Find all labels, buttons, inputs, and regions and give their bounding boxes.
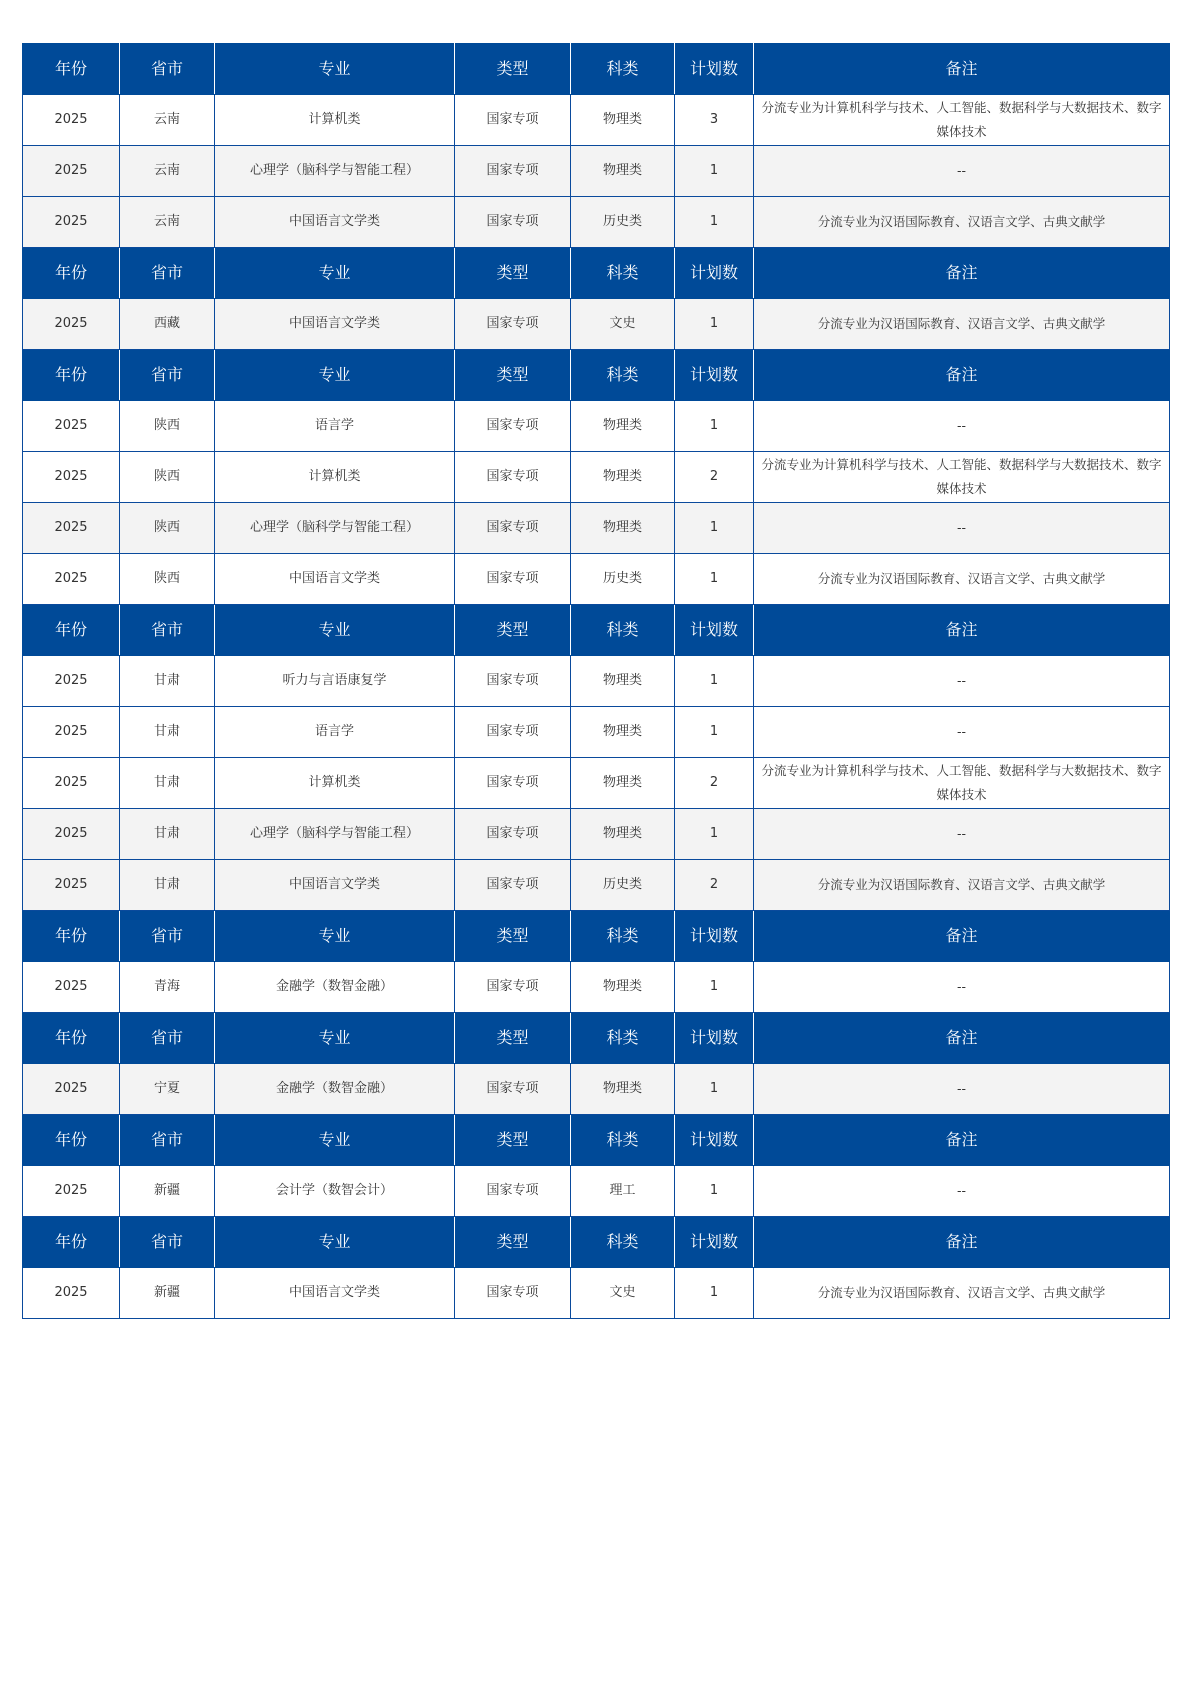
cell-province: 云南 — [120, 197, 215, 248]
cell-category: 物理类 — [571, 809, 675, 860]
cell-note: -- — [754, 1166, 1170, 1217]
cell-plan: 1 — [675, 1268, 754, 1319]
cell-type: 国家专项 — [455, 503, 571, 554]
table-row — [23, 1268, 1170, 1319]
header-type: 类型 — [455, 1217, 571, 1268]
table-row — [23, 503, 1170, 554]
cell-year: 2025 — [23, 758, 120, 809]
cell-year: 2025 — [23, 1166, 120, 1217]
cell-major: 中国语言文学类 — [215, 1268, 455, 1319]
cell-year: 2025 — [23, 452, 120, 503]
cell-major: 语言学 — [215, 401, 455, 452]
table-row — [23, 401, 1170, 452]
cell-plan: 1 — [675, 401, 754, 452]
header-note: 备注 — [754, 1217, 1170, 1268]
cell-province: 陕西 — [120, 401, 215, 452]
cell-plan: 3 — [675, 95, 754, 146]
cell-type: 国家专项 — [455, 758, 571, 809]
cell-year: 2025 — [23, 962, 120, 1013]
header-row — [23, 248, 1170, 299]
header-plan: 计划数 — [675, 1013, 754, 1064]
header-plan: 计划数 — [675, 605, 754, 656]
header-major: 专业 — [215, 1217, 455, 1268]
cell-category: 理工 — [571, 1166, 675, 1217]
header-major: 专业 — [215, 248, 455, 299]
header-type: 类型 — [455, 911, 571, 962]
cell-plan: 1 — [675, 656, 754, 707]
header-category: 科类 — [571, 605, 675, 656]
cell-year: 2025 — [23, 401, 120, 452]
cell-year: 2025 — [23, 554, 120, 605]
cell-year: 2025 — [23, 146, 120, 197]
table-row — [23, 554, 1170, 605]
header-type: 类型 — [455, 350, 571, 401]
header-province: 省市 — [120, 1013, 215, 1064]
cell-category: 物理类 — [571, 1064, 675, 1115]
header-province: 省市 — [120, 605, 215, 656]
cell-plan: 1 — [675, 146, 754, 197]
cell-category: 物理类 — [571, 707, 675, 758]
cell-note: -- — [754, 146, 1170, 197]
header-major: 专业 — [215, 350, 455, 401]
cell-plan: 1 — [675, 299, 754, 350]
table-row — [23, 146, 1170, 197]
cell-major: 听力与言语康复学 — [215, 656, 455, 707]
header-province: 省市 — [120, 1115, 215, 1166]
cell-plan: 1 — [675, 554, 754, 605]
cell-note: 分流专业为汉语国际教育、汉语言文学、古典文献学 — [754, 197, 1170, 248]
cell-year: 2025 — [23, 1268, 120, 1319]
table-row — [23, 452, 1170, 503]
cell-note: 分流专业为汉语国际教育、汉语言文学、古典文献学 — [754, 1268, 1170, 1319]
header-year: 年份 — [23, 350, 120, 401]
cell-major: 心理学（脑科学与智能工程） — [215, 146, 455, 197]
header-type: 类型 — [455, 1115, 571, 1166]
header-note: 备注 — [754, 1115, 1170, 1166]
header-province: 省市 — [120, 1217, 215, 1268]
cell-category: 物理类 — [571, 95, 675, 146]
cell-type: 国家专项 — [455, 962, 571, 1013]
table-row — [23, 860, 1170, 911]
cell-year: 2025 — [23, 809, 120, 860]
cell-category: 历史类 — [571, 554, 675, 605]
header-year: 年份 — [23, 1115, 120, 1166]
cell-category: 历史类 — [571, 860, 675, 911]
header-category: 科类 — [571, 1217, 675, 1268]
cell-plan: 2 — [675, 860, 754, 911]
table-row — [23, 809, 1170, 860]
header-row — [23, 1013, 1170, 1064]
cell-note: -- — [754, 656, 1170, 707]
cell-plan: 1 — [675, 1064, 754, 1115]
cell-major: 计算机类 — [215, 452, 455, 503]
header-category: 科类 — [571, 350, 675, 401]
cell-province: 甘肃 — [120, 656, 215, 707]
table-row — [23, 299, 1170, 350]
cell-type: 国家专项 — [455, 809, 571, 860]
header-year: 年份 — [23, 1217, 120, 1268]
table-row — [23, 707, 1170, 758]
header-year: 年份 — [23, 44, 120, 95]
cell-year: 2025 — [23, 656, 120, 707]
header-category: 科类 — [571, 44, 675, 95]
cell-plan: 1 — [675, 197, 754, 248]
cell-province: 青海 — [120, 962, 215, 1013]
cell-province: 宁夏 — [120, 1064, 215, 1115]
cell-province: 陕西 — [120, 554, 215, 605]
cell-note: -- — [754, 707, 1170, 758]
table-row — [23, 962, 1170, 1013]
cell-type: 国家专项 — [455, 401, 571, 452]
cell-note: 分流专业为计算机科学与技术、人工智能、数据科学与大数据技术、数字媒体技术 — [754, 758, 1170, 809]
cell-type: 国家专项 — [455, 860, 571, 911]
cell-type: 国家专项 — [455, 1064, 571, 1115]
header-category: 科类 — [571, 911, 675, 962]
table-row — [23, 197, 1170, 248]
cell-type: 国家专项 — [455, 1166, 571, 1217]
header-note: 备注 — [754, 44, 1170, 95]
cell-type: 国家专项 — [455, 1268, 571, 1319]
header-province: 省市 — [120, 248, 215, 299]
table-row — [23, 95, 1170, 146]
cell-note: -- — [754, 1064, 1170, 1115]
cell-province: 甘肃 — [120, 758, 215, 809]
cell-plan: 1 — [675, 1166, 754, 1217]
header-plan: 计划数 — [675, 911, 754, 962]
header-year: 年份 — [23, 1013, 120, 1064]
cell-major: 会计学（数智会计） — [215, 1166, 455, 1217]
cell-type: 国家专项 — [455, 146, 571, 197]
cell-note: -- — [754, 809, 1170, 860]
cell-type: 国家专项 — [455, 554, 571, 605]
header-note: 备注 — [754, 1013, 1170, 1064]
header-row — [23, 1217, 1170, 1268]
enrollment-plan-table — [22, 43, 1170, 1319]
header-major: 专业 — [215, 1013, 455, 1064]
cell-type: 国家专项 — [455, 299, 571, 350]
cell-category: 文史 — [571, 1268, 675, 1319]
header-plan: 计划数 — [675, 44, 754, 95]
cell-province: 西藏 — [120, 299, 215, 350]
cell-note: -- — [754, 962, 1170, 1013]
cell-category: 文史 — [571, 299, 675, 350]
cell-year: 2025 — [23, 1064, 120, 1115]
cell-note: 分流专业为汉语国际教育、汉语言文学、古典文献学 — [754, 554, 1170, 605]
cell-plan: 1 — [675, 503, 754, 554]
cell-type: 国家专项 — [455, 707, 571, 758]
cell-province: 陕西 — [120, 503, 215, 554]
cell-category: 物理类 — [571, 962, 675, 1013]
header-row — [23, 1115, 1170, 1166]
cell-major: 中国语言文学类 — [215, 860, 455, 911]
header-year: 年份 — [23, 911, 120, 962]
cell-province: 云南 — [120, 146, 215, 197]
cell-province: 云南 — [120, 95, 215, 146]
cell-category: 物理类 — [571, 401, 675, 452]
header-type: 类型 — [455, 1013, 571, 1064]
cell-category: 物理类 — [571, 146, 675, 197]
cell-major: 金融学（数智金融） — [215, 962, 455, 1013]
cell-plan: 2 — [675, 452, 754, 503]
header-row — [23, 350, 1170, 401]
cell-major: 语言学 — [215, 707, 455, 758]
table-row — [23, 758, 1170, 809]
cell-plan: 2 — [675, 758, 754, 809]
cell-note: 分流专业为计算机科学与技术、人工智能、数据科学与大数据技术、数字媒体技术 — [754, 95, 1170, 146]
header-note: 备注 — [754, 911, 1170, 962]
cell-type: 国家专项 — [455, 95, 571, 146]
cell-plan: 1 — [675, 809, 754, 860]
cell-major: 中国语言文学类 — [215, 554, 455, 605]
header-major: 专业 — [215, 911, 455, 962]
cell-category: 历史类 — [571, 197, 675, 248]
header-row — [23, 44, 1170, 95]
cell-year: 2025 — [23, 95, 120, 146]
cell-plan: 1 — [675, 707, 754, 758]
cell-major: 中国语言文学类 — [215, 299, 455, 350]
cell-plan: 1 — [675, 962, 754, 1013]
cell-year: 2025 — [23, 299, 120, 350]
cell-year: 2025 — [23, 707, 120, 758]
cell-major: 心理学（脑科学与智能工程） — [215, 809, 455, 860]
header-province: 省市 — [120, 350, 215, 401]
header-major: 专业 — [215, 1115, 455, 1166]
header-plan: 计划数 — [675, 248, 754, 299]
header-note: 备注 — [754, 605, 1170, 656]
cell-note: 分流专业为汉语国际教育、汉语言文学、古典文献学 — [754, 299, 1170, 350]
cell-category: 物理类 — [571, 656, 675, 707]
header-type: 类型 — [455, 248, 571, 299]
cell-province: 新疆 — [120, 1268, 215, 1319]
header-note: 备注 — [754, 248, 1170, 299]
header-major: 专业 — [215, 44, 455, 95]
header-province: 省市 — [120, 44, 215, 95]
cell-major: 金融学（数智金融） — [215, 1064, 455, 1115]
cell-note: -- — [754, 401, 1170, 452]
cell-category: 物理类 — [571, 503, 675, 554]
cell-category: 物理类 — [571, 452, 675, 503]
cell-province: 新疆 — [120, 1166, 215, 1217]
header-type: 类型 — [455, 605, 571, 656]
cell-major: 中国语言文学类 — [215, 197, 455, 248]
header-year: 年份 — [23, 248, 120, 299]
header-row — [23, 911, 1170, 962]
header-category: 科类 — [571, 1013, 675, 1064]
header-category: 科类 — [571, 1115, 675, 1166]
header-note: 备注 — [754, 350, 1170, 401]
table-row — [23, 1166, 1170, 1217]
cell-type: 国家专项 — [455, 197, 571, 248]
cell-province: 甘肃 — [120, 707, 215, 758]
cell-year: 2025 — [23, 503, 120, 554]
cell-year: 2025 — [23, 860, 120, 911]
cell-type: 国家专项 — [455, 452, 571, 503]
header-plan: 计划数 — [675, 1115, 754, 1166]
header-row — [23, 605, 1170, 656]
cell-note: 分流专业为计算机科学与技术、人工智能、数据科学与大数据技术、数字媒体技术 — [754, 452, 1170, 503]
cell-note: -- — [754, 503, 1170, 554]
cell-province: 甘肃 — [120, 860, 215, 911]
table-row — [23, 656, 1170, 707]
header-plan: 计划数 — [675, 1217, 754, 1268]
header-type: 类型 — [455, 44, 571, 95]
header-category: 科类 — [571, 248, 675, 299]
cell-year: 2025 — [23, 197, 120, 248]
cell-note: 分流专业为汉语国际教育、汉语言文学、古典文献学 — [754, 860, 1170, 911]
header-major: 专业 — [215, 605, 455, 656]
cell-province: 陕西 — [120, 452, 215, 503]
header-province: 省市 — [120, 911, 215, 962]
header-year: 年份 — [23, 605, 120, 656]
cell-major: 计算机类 — [215, 95, 455, 146]
cell-province: 甘肃 — [120, 809, 215, 860]
cell-major: 心理学（脑科学与智能工程） — [215, 503, 455, 554]
cell-major: 计算机类 — [215, 758, 455, 809]
cell-category: 物理类 — [571, 758, 675, 809]
header-plan: 计划数 — [675, 350, 754, 401]
table-row — [23, 1064, 1170, 1115]
cell-type: 国家专项 — [455, 656, 571, 707]
